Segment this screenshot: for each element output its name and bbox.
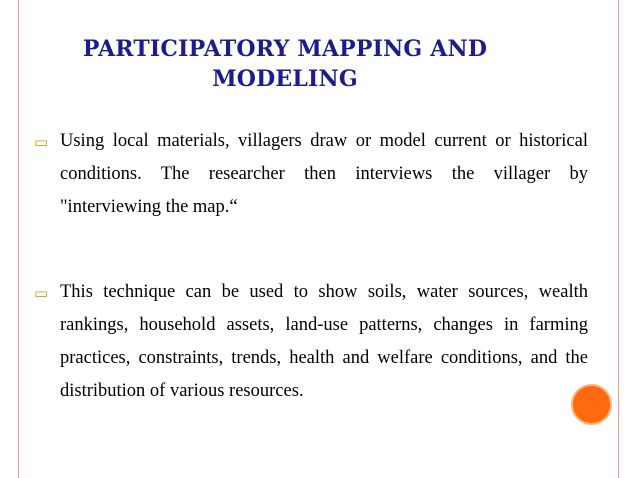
left-margin-rule — [18, 0, 19, 478]
bullet-text-2: This technique can be used to show soils, water sources, wealth rankings, household assets, land-use patterns, changes in farming practices, constraints, trends, health and welfare conditions, and the distribution of various resources. — [60, 282, 588, 401]
slide-title: PARTICIPATORY MAPPING AND MODELING — [82, 36, 488, 92]
bullet-icon: ▭ — [34, 284, 49, 302]
bullet-item-2 — [34, 284, 588, 408]
right-margin-rule — [618, 0, 619, 478]
bullet-text-1: Using local materials, villagers draw or model current or historical conditions. The researcher then interviews the villager by "interviewing the map.“ — [60, 131, 588, 217]
bullet-icon: ▭ — [34, 133, 49, 151]
bullet-item-1 — [34, 133, 588, 224]
